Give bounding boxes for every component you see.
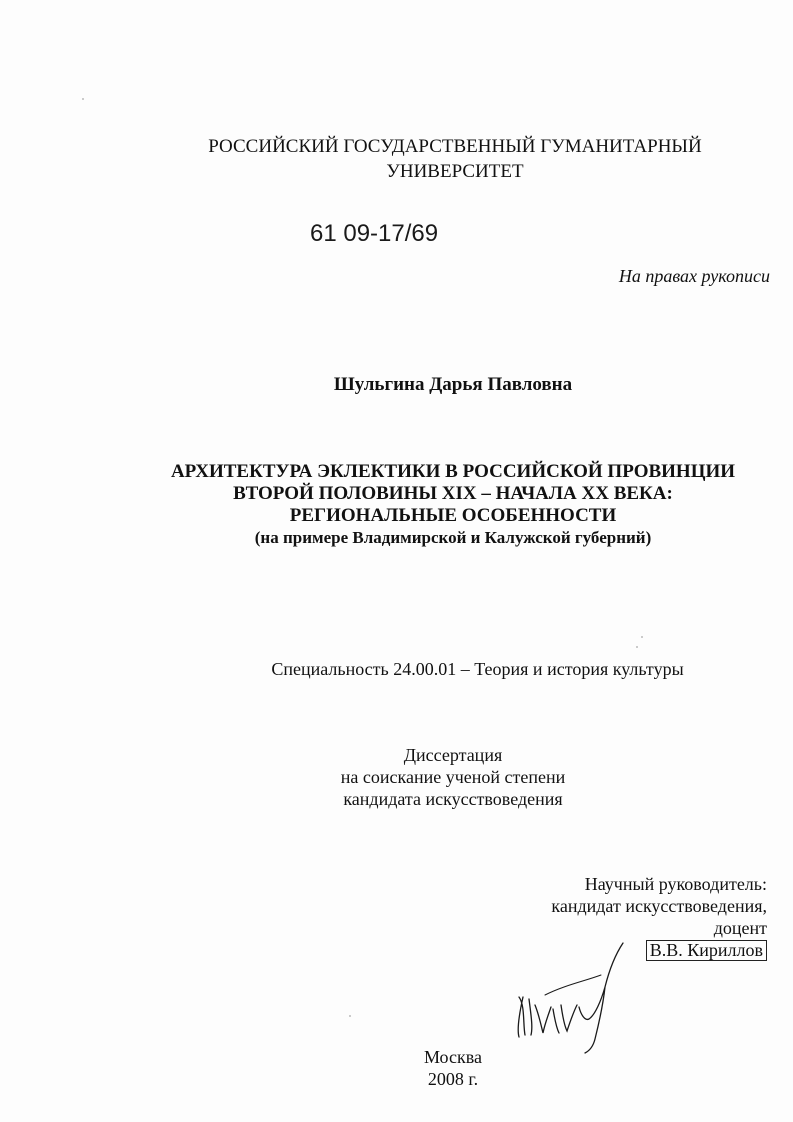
advisor-line-2: кандидат искусствоведения, (551, 896, 767, 916)
degree-line-1: Диссертация (403, 745, 503, 765)
city: Москва (424, 1047, 482, 1067)
title-subtitle: (на примере Владимирской и Калужской губерний) (254, 528, 652, 547)
advisor-name: В.В. Кириллов (646, 940, 767, 961)
handwritten-signature (505, 935, 635, 1055)
manuscript-rights-note: На правах рукописи (618, 266, 770, 286)
year: 2008 г. (427, 1069, 479, 1089)
scan-speck (349, 1015, 351, 1017)
scan-speck (636, 646, 638, 648)
degree-line-2: на соискание ученой степени (340, 767, 566, 787)
author-name: Шульгина Дарья Павловна (333, 374, 573, 395)
scan-speck (641, 636, 643, 638)
university-line-1: РОССИЙСКИЙ ГОСУДАРСТВЕННЫЙ ГУМАНИТАРНЫЙ (208, 136, 702, 157)
university-heading (0, 134, 793, 184)
advisor-line-1: Научный руководитель: (584, 874, 767, 894)
scan-speck (82, 98, 84, 100)
catalog-code: 61 09-17/69 (310, 220, 439, 247)
degree-line-3: кандидата искусствоведения (343, 789, 563, 809)
specialty-line: Специальность 24.00.01 – Теория и история культуры (271, 659, 684, 679)
title-line-1: АРХИТЕКТУРА ЭКЛЕКТИКИ В РОССИЙСКОЙ ПРОВИНЦИИ (170, 461, 736, 482)
dissertation-degree-block (0, 744, 793, 810)
advisor-title: доцент (713, 918, 767, 938)
title-line-2: ВТОРОЙ ПОЛОВИНЫ XIX – НАЧАЛА XX ВЕКА: (233, 483, 673, 504)
title-line-3: РЕГИОНАЛЬНЫЕ ОСОБЕННОСТИ (289, 505, 617, 526)
place-and-year (0, 1046, 793, 1090)
dissertation-title (0, 461, 793, 549)
university-line-2: УНИВЕРСИТЕТ (386, 161, 524, 182)
